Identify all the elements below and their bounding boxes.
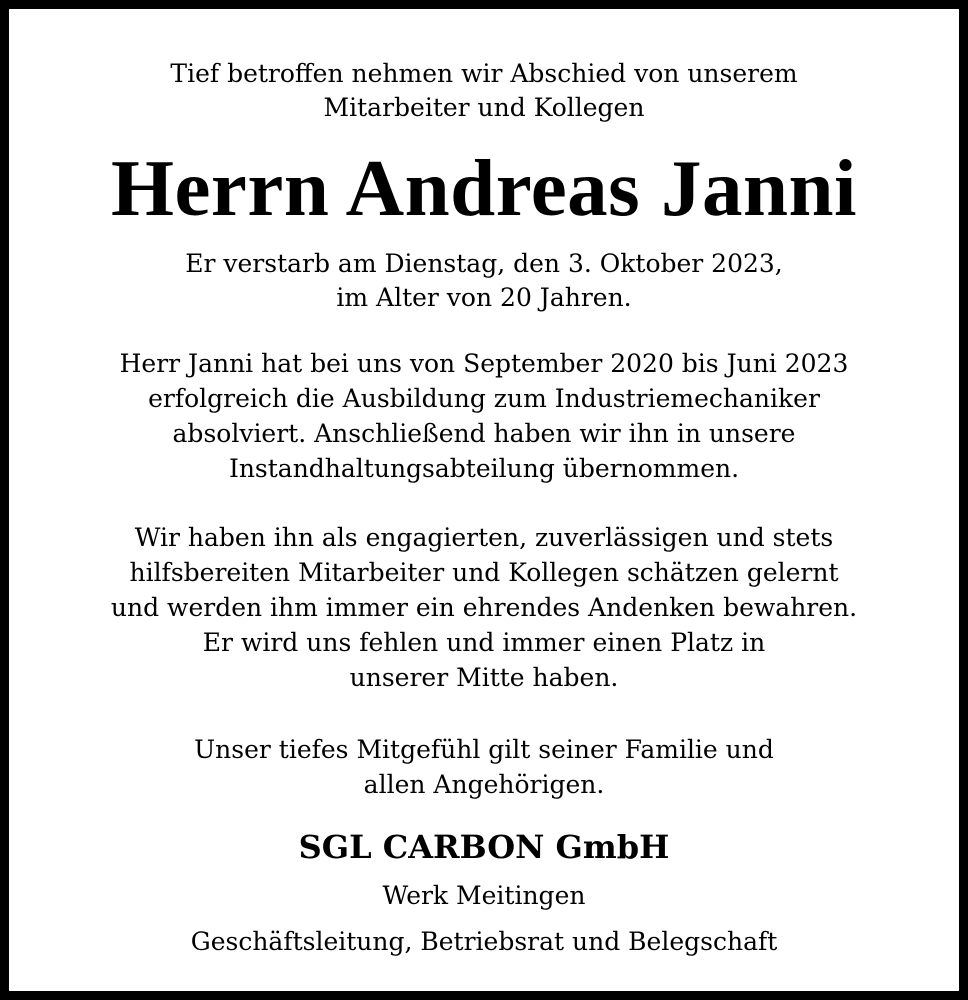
plant-name: Werk Meitingen: [382, 881, 586, 910]
deceased-name: Herrn Andreas Janni: [110, 143, 858, 233]
paragraph-line: Er wird uns fehlen und immer einen Platz in: [202, 628, 766, 657]
paragraph-line: allen Angehörigen.: [363, 770, 605, 799]
paragraph-line: unserer Mitte haben.: [349, 663, 619, 692]
paragraph-line: Instandhaltungsabteilung übernommen.: [228, 454, 740, 483]
company-name: SGL CARBON GmbH: [298, 828, 670, 866]
paragraph-line: hilfsbereiten Mitarbeiter und Kollegen schätzen gelernt: [129, 558, 839, 587]
death-line: im Alter von 20 Jahren.: [336, 283, 632, 312]
paragraph-line: erfolgreich die Ausbildung zum Industriemechaniker: [148, 384, 820, 413]
condolence-paragraph: [9, 732, 959, 802]
paragraph-line: absolviert. Anschließend haben wir ihn in unsere: [172, 419, 796, 448]
tribute-paragraph: [9, 520, 959, 695]
death-date-text: [9, 247, 959, 315]
death-line: Er verstarb am Dienstag, den 3. Oktober 2023,: [185, 249, 783, 278]
paragraph-line: Herr Janni hat bei uns von September 2020 bis Juni 2023: [119, 349, 849, 378]
paragraph-line: Unser tiefes Mitgefühl gilt seiner Familie und: [194, 735, 774, 764]
signatories: Geschäftsleitung, Betriebsrat und Belegschaft: [190, 927, 778, 956]
paragraph-line: und werden ihm immer ein ehrendes Andenken bewahren.: [110, 593, 858, 622]
intro-text: [9, 57, 959, 125]
intro-line: Tief betroffen nehmen wir Abschied von unserem: [170, 59, 798, 88]
paragraph-line: Wir haben ihn als engagierten, zuverlässigen und stets: [134, 523, 834, 552]
intro-line: Mitarbeiter und Kollegen: [323, 93, 645, 122]
career-paragraph: [9, 346, 959, 486]
